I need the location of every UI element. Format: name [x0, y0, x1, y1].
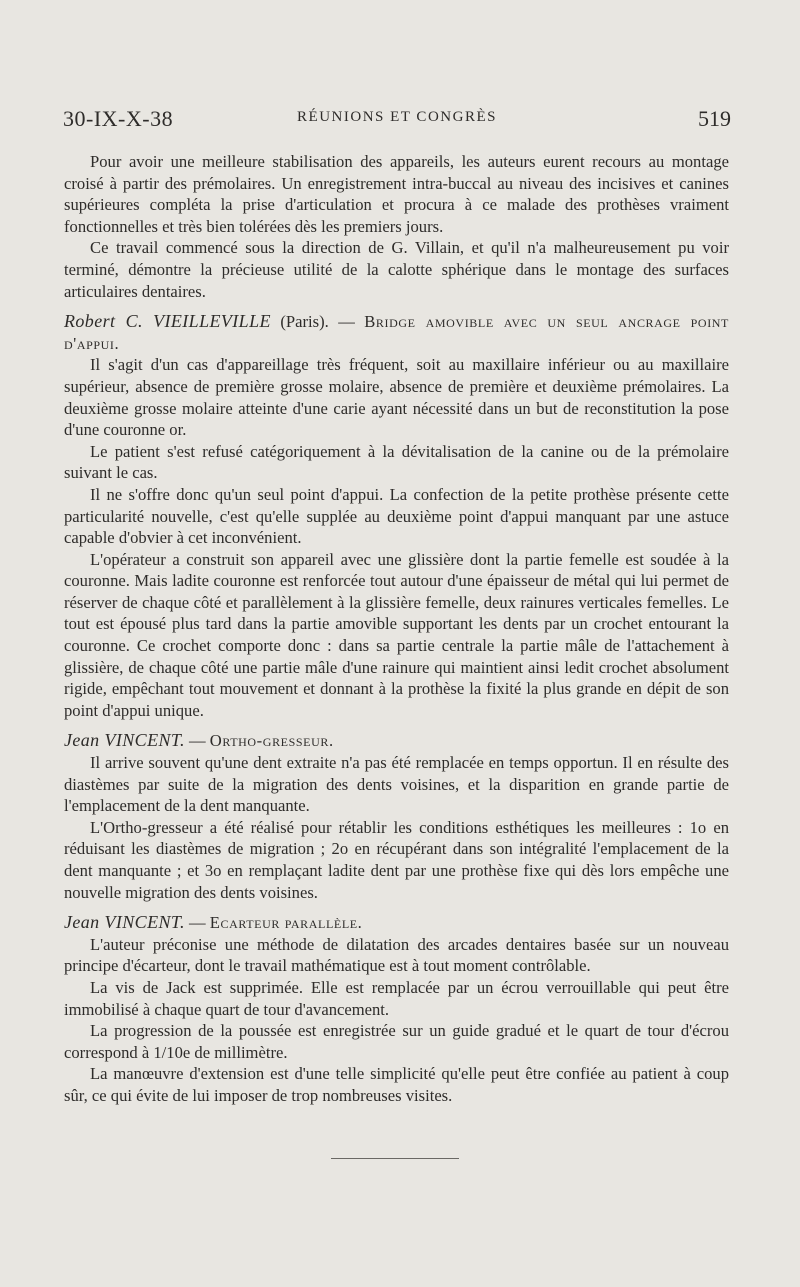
section-heading-ecarteur — [64, 912, 729, 934]
header-date: 30-IX-X-38 — [63, 106, 174, 131]
body-paragraph: La manœuvre d'extension est d'une telle simplicité qu'elle peut être confiée au patient à coup sûr, ce qui évite de lui imposer de trop nombreuses visites. — [64, 1064, 729, 1105]
body-paragraph: L'opérateur a construit son appareil avec une glissière dont la partie femelle est soudée à la couronne. Mais ladite couronne est renforcée tout autour d'une épaisseur de métal qui lui permet de réserver de chaque côté et parallèlement à la glissière femelle, deux rainures verticales femelles. Le tout est épousé plus tard dans la partie amovible supportant les dents par un crochet entourant la couronne. Ce crochet comporte donc : dans sa partie centrale la partie mâle de l'attachement à glissière, de chaque côté une partie mâle d'une rainure qui maintient ainsi ledit crochet absolument rigide, empêchant tout mouvement et donnant à la prothèse la fixité la plus grande en dépit de son point d'appui unique. — [64, 549, 729, 720]
section-separator: — — [184, 731, 210, 751]
page-header — [63, 106, 731, 134]
intro-paragraph: Ce travail commencé sous la direction de G. Villain, et qu'il n'a malheureusement pu voir terminé, démontre la précieuse utilité de la calotte sphérique dans le montage des surfaces articulaires dentaires. — [64, 238, 729, 301]
body-paragraph: L'Ortho-gresseur a été réalisé pour rétablir les conditions esthétiques les meilleures : 1o en réduisant les diastèmes de migration ; 2o en récupérant dans son intégralité l'emplacement de la dent manquante ; et 3o en remplaçant ladite dent par une prothèse fixe qui dès lors empêche une nouvelle migration des dents voisines. — [64, 817, 729, 902]
section-title: Bridge amovible avec un seul ancrage point d'appui. — [64, 312, 729, 353]
section-author: Jean VINCENT. — [64, 912, 185, 933]
page-body — [64, 151, 729, 1107]
body-paragraph: La progression de la poussée est enregistrée sur un guide gradué et le quart de tour d'écrou correspond à 1/10e de millimètre. — [64, 1021, 729, 1062]
section-separator: — — [184, 913, 210, 933]
body-paragraph: Le patient s'est refusé catégoriquement à la dévitalisation de la canine ou de la prémolaire suivant le cas. — [64, 441, 729, 483]
page-number: 519 — [698, 106, 731, 131]
intro-paragraph: Pour avoir une meilleure stabilisation des appareils, les auteurs eurent recours au montage croisé à partir des prémolaires. Un enregistrement intra-buccal au niveau des incisives et canines supérieures compléta la prise d'articulation et procura à ce malade des prothèses vraiment fonctionnelles et très bien tolérées dès les premiers jours. — [64, 152, 729, 236]
header-title: RÉUNIONS ET CONGRÈS — [297, 109, 497, 125]
body-paragraph: Il arrive souvent qu'une dent extraite n'a pas été remplacée en temps opportun. Il en résulte des diastèmes par suite de la migration des dents voisines, et la disparition en grande partie de l'emplacement de la dent manquante. — [64, 753, 729, 816]
section-author: Robert C. VIEILLEVILLE — [64, 311, 271, 332]
section-heading-ortho-gresseur — [64, 730, 729, 752]
section-author: Jean VINCENT. — [64, 730, 185, 751]
end-rule — [331, 1158, 459, 1159]
body-paragraph: Il s'agit d'un cas d'appareillage très fréquent, soit au maxillaire inférieur ou au maxillaire supérieur, absence de première grosse molaire, absence de première et deuxième prémolaires. La deuxième grosse molaire atteinte d'une carie ayant nécessité dans un but de reconstitution la pose d'une couronne or. — [64, 355, 729, 440]
body-paragraph: Il ne s'offre donc qu'un seul point d'appui. La confection de la petite prothèse présente cette particularité nouvelle, c'est qu'elle supplée au deuxième point d'appui manquant par une astuce capable d'obvier à cet inconvénient. — [64, 484, 729, 548]
section-title: Ecarteur parallèle. — [209, 913, 363, 933]
section-heading-vieilleville — [64, 311, 729, 354]
section-title: Ortho-gresseur. — [209, 731, 334, 751]
body-paragraph: L'auteur préconise une méthode de dilatation des arcades dentaires basée sur un nouveau principe d'écarteur, dont le travail mathématique est à tout moment contrôlable. — [64, 934, 729, 976]
section-place: (Paris). — — [270, 312, 365, 332]
body-paragraph: La vis de Jack est supprimée. Elle est remplacée par un écrou verrouillable qui peut être immobilisé à chaque quart de tour d'avancement. — [64, 977, 729, 1019]
